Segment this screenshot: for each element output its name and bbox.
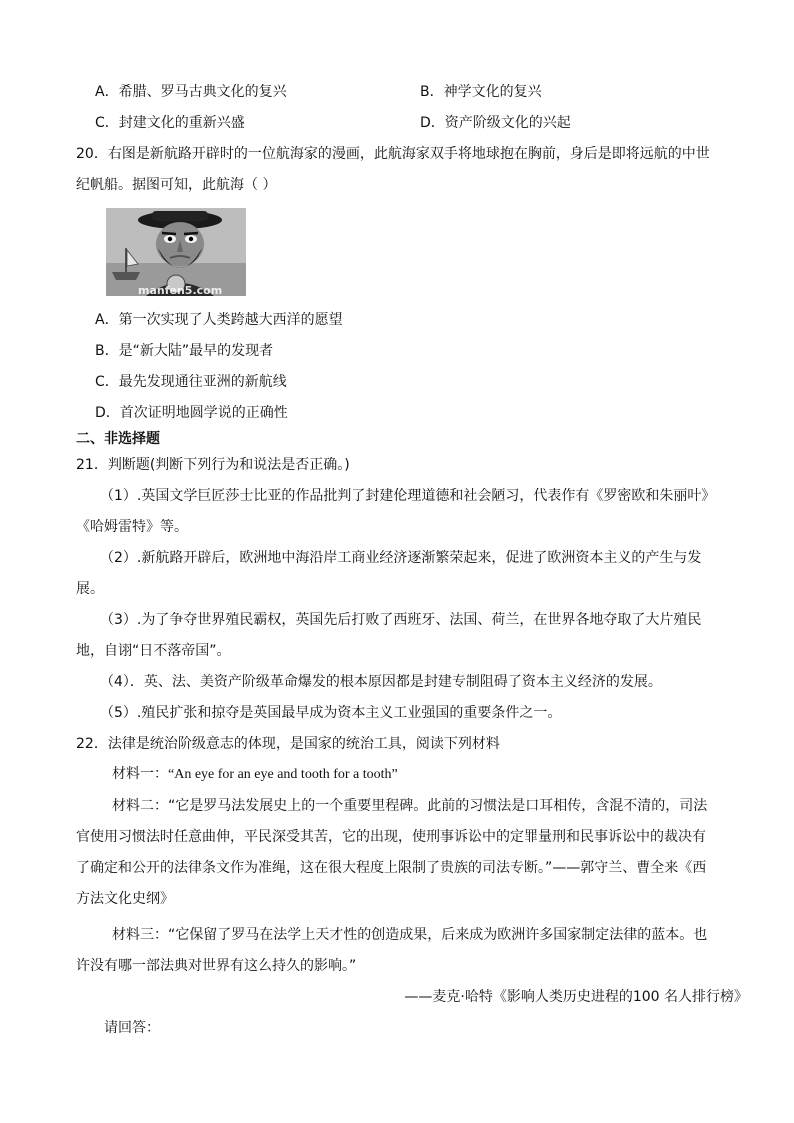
q21-stem: 21．判断题(判断下列行为和说法是否正确。) — [76, 457, 350, 473]
q22-prompt: 请回答： — [104, 1020, 160, 1036]
q19-option-a: A．希腊、罗马古典文化的复兴 — [95, 84, 287, 100]
q22-stem: 22．法律是统治阶级意志的体现，是国家的统治工具，阅读下列材料 — [76, 736, 500, 752]
q22-material-3-source: ——麦克·哈特《影响人类历史进程的100 名人排行榜》 — [404, 989, 748, 1005]
q20-stem-line2: 纪帆船。据图可知，此航海（ ） — [76, 177, 277, 193]
q22-material-2-line1: 材料二：“它是罗马法发展史上的一个重要里程碑。此前的习惯法是口耳相传，含混不清的，司法 — [112, 798, 708, 814]
navigator-cartoon-image — [106, 208, 246, 296]
q22-material-3-line2: 许没有哪一部法典对世界有这么持久的影响。” — [76, 958, 357, 974]
q21-item-3-line1: （3）.为了争夺世界殖民霸权，英国先后打败了西班牙、法国、荷兰，在世界各地夺取了大片殖民 — [100, 612, 702, 628]
q22-material-2-line4: 方法文化史纲》 — [76, 891, 174, 907]
q21-item-1-line2: 《哈姆雷特》等。 — [76, 519, 188, 535]
q20-stem-line1: 20．右图是新航路开辟时的一位航海家的漫画，此航海家双手将地球抱在胸前，身后是即将远航的中世 — [76, 146, 710, 162]
q20-option-b: B．是“新大陆”最早的发现者 — [95, 343, 274, 359]
svg-text:manfen5.com: manfen5.com — [138, 284, 223, 296]
q19-option-b: B．神学文化的复兴 — [420, 84, 542, 100]
q20-option-c: C．最先发现通往亚洲的新航线 — [95, 374, 287, 390]
q21-item-2-line1: （2）.新航路开辟后，欧洲地中海沿岸工商业经济逐渐繁荣起来，促进了欧洲资本主义的产生与发 — [100, 550, 702, 566]
q22-material-2-line3: 了确定和公开的法律条文作为准绳，这在很大程度上限制了贵族的司法专断。”——郭守兰、曹全来《西 — [76, 860, 707, 876]
q20-option-d: D．首次证明地圆学说的正确性 — [95, 405, 288, 421]
q19-option-d: D．资产阶级文化的兴起 — [420, 115, 571, 131]
q22-material-1: 材料一：“An eye for an eye and tooth for a tooth” — [112, 767, 398, 782]
q19-option-c: C．封建文化的重新兴盛 — [95, 115, 245, 131]
q21-item-3-line2: 地，自诩“日不落帝国”。 — [76, 643, 231, 659]
q20-option-a: A．第一次实现了人类跨越大西洋的愿望 — [95, 312, 343, 328]
q21-item-2-line2: 展。 — [76, 581, 104, 597]
q21-item-1-line1: （1）.英国文学巨匠莎士比亚的作品批判了封建伦理道德和社会陋习，代表作有《罗密欧和朱丽叶》 — [100, 488, 716, 504]
q21-item-5: （5）.殖民扩张和掠夺是英国最早成为资本主义工业强国的重要条件之一。 — [100, 705, 562, 721]
q22-material-2-line2: 官使用习惯法时任意曲伸，平民深受其苦，它的出现，使刑事诉讼中的定罪量刑和民事诉讼中的裁决有 — [76, 829, 706, 845]
q21-item-4: （4）．英、法、美资产阶级革命爆发的根本原因都是封建专制阻碍了资本主义经济的发展。 — [100, 674, 662, 690]
q22-material-3-line1: 材料三：“它保留了罗马在法学上天才性的创造成果，后来成为欧洲许多国家制定法律的蓝本。也 — [112, 927, 708, 943]
section-title: 二、非选择题 — [76, 431, 160, 447]
